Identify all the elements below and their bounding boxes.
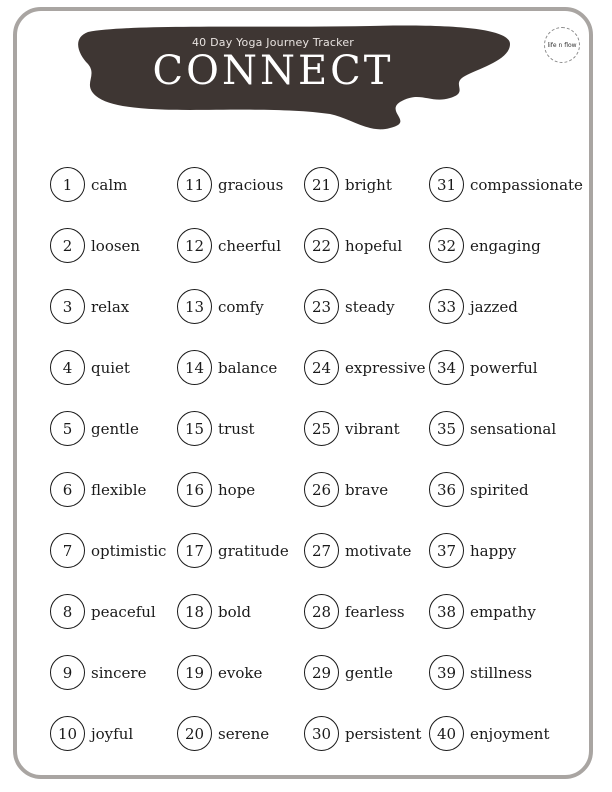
list-item	[50, 581, 177, 642]
list-item	[304, 337, 429, 398]
day-number-circle: 5	[50, 411, 85, 446]
day-word: brave	[345, 480, 389, 499]
day-number-circle: 28	[304, 594, 339, 629]
day-number-circle: 39	[429, 655, 464, 690]
tracker-subtitle: 40 Day Yoga Journey Tracker	[191, 36, 355, 49]
day-number-circle: 17	[177, 533, 212, 568]
day-word: jazzed	[470, 297, 518, 316]
list-item	[429, 642, 579, 703]
day-number-circle: 32	[429, 228, 464, 263]
list-item	[429, 215, 579, 276]
list-item	[304, 520, 429, 581]
day-number-circle: 8	[50, 594, 85, 629]
day-number-circle: 34	[429, 350, 464, 385]
list-item	[304, 703, 429, 764]
day-number-circle: 10	[50, 716, 85, 751]
day-word: compassionate	[470, 175, 583, 194]
list-item	[429, 398, 579, 459]
day-word: gratitude	[218, 541, 289, 560]
list-item	[429, 520, 579, 581]
list-item	[50, 215, 177, 276]
day-word: spirited	[470, 480, 529, 499]
day-number-circle: 21	[304, 167, 339, 202]
list-item	[50, 520, 177, 581]
list-item	[177, 337, 304, 398]
day-word: quiet	[91, 358, 130, 377]
list-item	[177, 276, 304, 337]
day-word: bold	[218, 602, 252, 621]
day-number-circle: 37	[429, 533, 464, 568]
day-word: persistent	[345, 724, 422, 743]
day-number-circle: 24	[304, 350, 339, 385]
day-number-circle: 2	[50, 228, 85, 263]
day-number-circle: 33	[429, 289, 464, 324]
day-number-circle: 16	[177, 472, 212, 507]
day-number-circle: 36	[429, 472, 464, 507]
day-word: gentle	[345, 663, 393, 682]
day-number-circle: 30	[304, 716, 339, 751]
day-word: powerful	[470, 358, 538, 377]
day-word: comfy	[218, 297, 264, 316]
day-word: motivate	[345, 541, 412, 560]
day-number-circle: 13	[177, 289, 212, 324]
list-item	[50, 642, 177, 703]
list-item	[304, 154, 429, 215]
list-item	[304, 642, 429, 703]
day-number-circle: 15	[177, 411, 212, 446]
day-word: vibrant	[345, 419, 400, 438]
brand-logo	[544, 27, 580, 63]
day-word: bright	[345, 175, 392, 194]
list-item	[429, 459, 579, 520]
list-item	[429, 703, 579, 764]
day-number-circle: 25	[304, 411, 339, 446]
day-word: flexible	[91, 480, 147, 499]
day-word: gentle	[91, 419, 139, 438]
day-number-circle: 3	[50, 289, 85, 324]
day-number-circle: 23	[304, 289, 339, 324]
day-number-circle: 14	[177, 350, 212, 385]
day-number-circle: 7	[50, 533, 85, 568]
list-item	[50, 398, 177, 459]
day-word: optimistic	[91, 541, 167, 560]
list-item	[50, 276, 177, 337]
day-number-circle: 4	[50, 350, 85, 385]
day-number-circle: 40	[429, 716, 464, 751]
day-word: sensational	[470, 419, 557, 438]
list-item	[304, 398, 429, 459]
page-title: CONNECT	[152, 48, 394, 94]
day-word: sincere	[91, 663, 147, 682]
day-word: engaging	[470, 236, 541, 255]
day-number-circle: 1	[50, 167, 85, 202]
day-number-circle: 18	[177, 594, 212, 629]
day-word: hopeful	[345, 236, 403, 255]
day-word: happy	[470, 541, 517, 560]
list-item	[429, 276, 579, 337]
day-word: calm	[91, 175, 128, 194]
day-word: cheerful	[218, 236, 281, 255]
day-word: evoke	[218, 663, 263, 682]
day-word: serene	[218, 724, 270, 743]
day-word: enjoyment	[470, 724, 550, 743]
list-item	[177, 642, 304, 703]
day-word: hope	[218, 480, 256, 499]
day-word: loosen	[91, 236, 141, 255]
day-number-circle: 35	[429, 411, 464, 446]
logo-text: life n flow	[547, 41, 577, 49]
list-item	[304, 276, 429, 337]
list-item	[304, 581, 429, 642]
day-number-circle: 6	[50, 472, 85, 507]
day-word: trust	[218, 419, 255, 438]
list-item	[177, 398, 304, 459]
word-grid	[50, 154, 590, 764]
day-word: joyful	[91, 724, 134, 743]
list-item	[50, 154, 177, 215]
day-word: fearless	[345, 602, 405, 621]
list-item	[177, 154, 304, 215]
day-word: gracious	[218, 175, 284, 194]
day-number-circle: 9	[50, 655, 85, 690]
list-item	[50, 703, 177, 764]
day-word: relax	[91, 297, 130, 316]
day-number-circle: 29	[304, 655, 339, 690]
list-item	[177, 703, 304, 764]
list-item	[429, 581, 579, 642]
day-word: expressive	[345, 358, 426, 377]
day-word: stillness	[470, 663, 533, 682]
day-number-circle: 12	[177, 228, 212, 263]
day-number-circle: 27	[304, 533, 339, 568]
list-item	[429, 337, 579, 398]
day-word: empathy	[470, 602, 536, 621]
day-number-circle: 11	[177, 167, 212, 202]
header-banner	[70, 18, 520, 146]
list-item	[304, 215, 429, 276]
list-item	[50, 337, 177, 398]
day-number-circle: 26	[304, 472, 339, 507]
list-item	[304, 459, 429, 520]
list-item	[177, 215, 304, 276]
day-word: steady	[345, 297, 395, 316]
list-item	[177, 520, 304, 581]
list-item	[429, 154, 583, 215]
day-word: peaceful	[91, 602, 156, 621]
list-item	[177, 581, 304, 642]
list-item	[50, 459, 177, 520]
day-number-circle: 31	[429, 167, 464, 202]
day-number-circle: 38	[429, 594, 464, 629]
day-number-circle: 22	[304, 228, 339, 263]
list-item	[177, 459, 304, 520]
day-number-circle: 19	[177, 655, 212, 690]
day-number-circle: 20	[177, 716, 212, 751]
day-word: balance	[218, 358, 278, 377]
